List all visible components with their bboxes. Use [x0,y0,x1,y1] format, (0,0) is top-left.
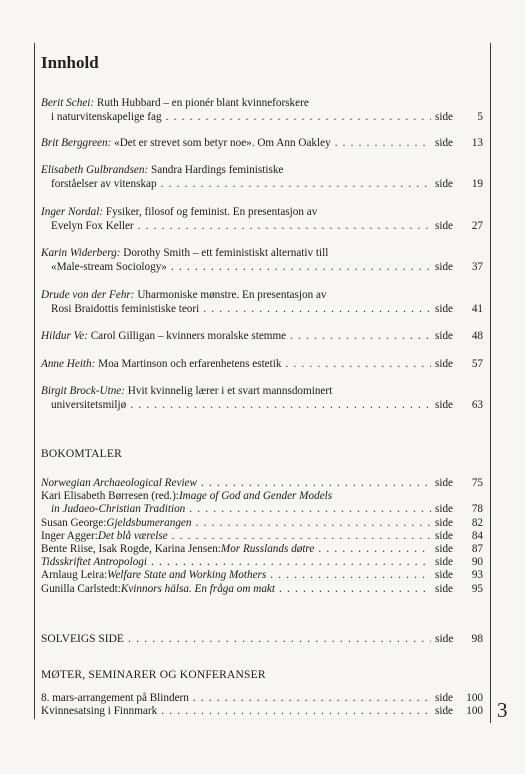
page-ref: 57 [471,358,483,370]
entry-title: Ruth Hubbard – en pionér blant kvinneforskere [96,97,309,109]
review-item-cont [41,503,483,516]
bokomtaler-heading: BOKOMTALER [41,448,122,460]
solveigs-side-label: SOLVEIGS SIDE [41,633,124,645]
entry-title-cont: forståelser av vitenskap [51,178,157,190]
review-item [41,517,483,530]
entry-author: Drude von der Fehr: [41,289,135,301]
review-author: Inger Agger: [41,529,98,542]
toc-entry [41,288,483,316]
entry-author: Birgit Brock-Utne: [41,385,125,397]
side-label: side [435,178,454,190]
side-label: side [435,111,454,123]
entry-title-cont: i naturvitenskapelige fag [51,111,162,123]
review-author: Kari Elisabeth Børresen (red.): [41,490,179,503]
review-title: Kvinnors hälsa. En fråga om makt [120,582,275,595]
dot-leader [128,632,431,646]
dot-leader [279,583,431,596]
page-ref: 48 [471,330,483,342]
page-ref: 78 [471,503,483,516]
toc-entry [41,163,483,191]
page-ref: 13 [471,137,483,149]
moter-label: 8. mars-arrangement på Blindern [41,692,189,704]
side-label: side [435,503,454,516]
dot-leader [189,503,431,516]
page-ref: 82 [471,516,483,529]
page-ref: 75 [471,477,483,489]
entry-author: Berit Schei: [41,97,95,109]
toc-entry [41,329,483,343]
side-label: side [435,633,454,645]
review-title: Mor Russlands døtre [220,543,315,556]
review-title: Image of God and Gender Models [178,490,333,503]
review-item [41,583,483,596]
moter-label: Kvinnesatsing i Finnmark [41,705,158,718]
moter-item [41,705,483,718]
review-author: Bente Riise, Isak Rogde, Karina Jensen: [41,543,221,556]
side-label: side [435,137,454,149]
review-item [41,477,483,490]
page-ref: 5 [477,111,483,123]
review-title: Gjeldsbumerangen [106,516,192,529]
side-label: side [435,569,454,582]
side-label: side [435,516,454,529]
dot-leader [196,517,432,530]
side-label: side [435,358,454,370]
moter-list [41,692,483,718]
entry-title: Fysiker, filosof og feminist. En presentasjon av [105,206,318,218]
review-title: Norwegian Archaeological Review [41,477,197,489]
side-label: side [435,399,454,411]
page-ref: 19 [471,178,483,190]
side-label: side [435,582,454,595]
entry-author: Brit Berggreen: [41,137,112,149]
review-item [41,543,483,556]
dot-leader [285,357,431,371]
entry-title-cont: Rosi Braidottis feministiske teori [51,303,200,315]
dot-leader [270,569,431,582]
toc-entry [41,357,483,371]
review-author: Susan George: [41,516,107,529]
dot-leader [161,177,431,191]
side-label: side [435,220,454,232]
entry-author: Hildur Ve: [41,330,88,342]
side-label: side [435,543,454,556]
entry-title-cont: universitetsmiljø [51,399,127,411]
right-margin-rule [490,43,491,723]
side-label: side [435,692,454,704]
review-title: Welfare State and Working Mothers [107,569,267,582]
page-ref: 87 [471,543,483,556]
side-label: side [435,261,454,273]
entry-title: Carol Gilligan – kvinners moralske stemme [90,330,287,342]
side-label: side [435,529,454,542]
entry-title: «Det er strevet som betyr noe». Om Ann Oakley [114,137,331,149]
toc-entry [41,136,483,150]
dot-leader [138,219,431,233]
entry-title: Sandra Hardings feministiske [151,164,284,176]
moter-item [41,692,483,705]
page-number: 3 [497,698,508,722]
page-ref: 41 [471,303,483,315]
entry-author: Inger Nordal: [41,206,104,218]
page-ref: 37 [471,261,483,273]
dot-leader [172,530,431,543]
entry-title-cont: «Male-stream Sociology» [51,261,167,273]
review-author: Gunilla Carlstedt: [41,582,121,595]
review-item [41,490,483,503]
solveigs-side-entry [41,632,483,646]
review-item [41,530,483,543]
entry-author: Elisabeth Gulbrandsen: [41,164,149,176]
page-title: Innhold [41,53,99,72]
dot-leader [203,302,431,316]
entry-author: Anne Heith: [41,358,96,370]
page-ref: 63 [471,399,483,411]
dot-leader [166,110,431,124]
review-item [41,569,483,582]
dot-leader [161,705,431,718]
page-ref: 90 [471,556,483,569]
dot-leader [151,556,431,569]
review-list [41,477,483,596]
dot-leader [130,398,431,412]
entry-title-cont: Evelyn Fox Keller [51,220,134,232]
dot-leader [171,260,431,274]
dot-leader [335,136,431,150]
left-margin-rule [34,43,35,719]
review-item [41,556,483,569]
page-ref: 84 [471,529,483,542]
review-title: Det blå værelse [97,529,168,542]
page-ref: 100 [466,692,483,704]
moter-heading: MØTER, SEMINARER OG KONFERANSER [41,669,266,681]
entry-title: Dorothy Smith – ett feministiskt alternativ till [123,247,329,259]
toc-entry [41,246,483,274]
dot-leader [318,543,431,556]
entry-author: Karin Widerberg: [41,247,121,259]
page-ref: 27 [471,220,483,232]
side-label: side [435,303,454,315]
page-ref: 100 [466,705,483,718]
dot-leader [193,692,431,705]
review-title-cont: in Judaeo-Christian Tradition [51,503,186,516]
review-title: Tidsskriftet Antropologi [41,556,147,569]
dot-leader [201,477,431,490]
side-label: side [435,477,454,489]
side-label: side [435,330,454,342]
page-ref: 98 [471,633,483,645]
entry-title: Uharmoniske mønstre. En presentasjon av [137,289,327,301]
toc-entry [41,205,483,233]
dot-leader [290,329,431,343]
side-label: side [435,705,454,718]
page-ref: 95 [471,582,483,595]
entry-title: Hvit kvinnelig lærer i et svart mannsdominert [127,385,333,397]
entry-title: Moa Martinson och erfarenhetens estetik [98,358,282,370]
toc-entry [41,384,483,412]
review-author: Arnlaug Leira: [41,569,108,582]
toc-entry [41,96,483,124]
page-ref: 93 [471,569,483,582]
side-label: side [435,556,454,569]
